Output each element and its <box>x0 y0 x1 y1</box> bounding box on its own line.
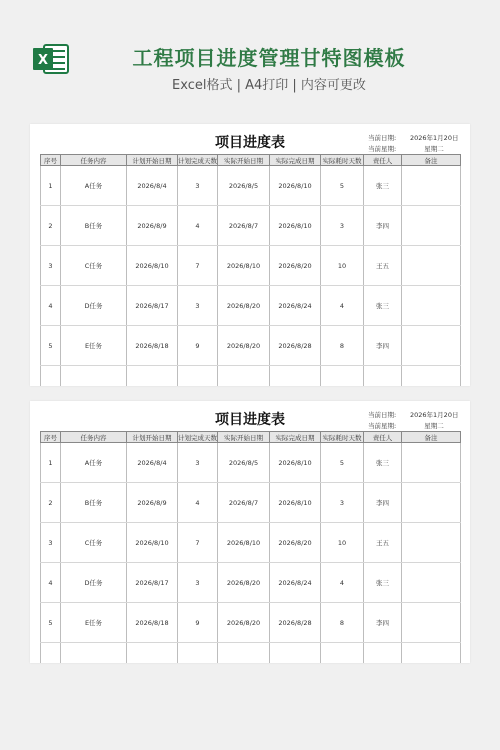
table-cell <box>41 366 61 387</box>
table-cell: 李四 <box>364 326 402 366</box>
table-cell <box>270 643 321 664</box>
table-row <box>41 603 461 643</box>
table-cell: 3 <box>321 483 364 523</box>
table-cell: 8 <box>321 326 364 366</box>
table-cell: E任务 <box>61 326 127 366</box>
column-header: 任务内容 <box>61 432 127 443</box>
table-cell: C任务 <box>61 523 127 563</box>
table-cell: A任务 <box>61 443 127 483</box>
sheet-preview-2 <box>30 401 470 663</box>
table-cell: 张三 <box>364 563 402 603</box>
table-cell: 2026/8/28 <box>270 603 321 643</box>
table-row <box>41 326 461 366</box>
table-cell: 2026/8/20 <box>270 523 321 563</box>
table-cell: 2026/8/10 <box>270 483 321 523</box>
current-date-label: 当前日期: <box>368 134 397 142</box>
table-cell: 3 <box>178 286 218 326</box>
table-row-empty <box>41 366 461 387</box>
current-weekday-label: 当前星期: <box>368 422 397 430</box>
current-weekday <box>368 421 444 430</box>
page-header <box>0 0 500 110</box>
table-header-row <box>41 432 461 443</box>
table-cell: 1 <box>41 443 61 483</box>
table-cell: 2026/8/17 <box>127 563 178 603</box>
table-row <box>41 483 461 523</box>
table-cell: 4 <box>41 563 61 603</box>
table-cell: 2026/8/4 <box>127 443 178 483</box>
page-title: 工程项目进度管理甘特图模板 <box>132 46 406 70</box>
progress-table <box>40 431 461 663</box>
table-cell: 9 <box>178 603 218 643</box>
page-subtitle: Excel格式 | A4打印 | 内容可更改 <box>172 78 366 93</box>
column-header: 序号 <box>41 155 61 166</box>
current-date-label: 当前日期: <box>368 411 397 419</box>
table-cell: D任务 <box>61 563 127 603</box>
table-cell: 3 <box>178 443 218 483</box>
table-cell: 2026/8/10 <box>270 166 321 206</box>
sheet-title: 项目进度表 <box>215 412 285 428</box>
table-cell <box>364 643 402 664</box>
table-cell <box>321 366 364 387</box>
table-cell <box>61 366 127 387</box>
table-cell <box>402 366 461 387</box>
table-cell: 2026/8/10 <box>127 523 178 563</box>
table-cell: 2026/8/10 <box>218 523 270 563</box>
table-cell: 张三 <box>364 166 402 206</box>
table-cell: C任务 <box>61 246 127 286</box>
table-cell: 王五 <box>364 246 402 286</box>
table-row <box>41 206 461 246</box>
table-row <box>41 523 461 563</box>
table-header-row <box>41 155 461 166</box>
table-cell: 4 <box>178 206 218 246</box>
current-weekday-value: 星期二 <box>424 422 444 430</box>
current-date-value: 2026年1月20日 <box>410 134 459 142</box>
table-cell: 3 <box>178 563 218 603</box>
table-cell: 7 <box>178 523 218 563</box>
column-header: 实际耗时天数 <box>322 433 362 442</box>
table-cell <box>402 643 461 664</box>
table-cell <box>402 326 461 366</box>
column-header: 任务内容 <box>61 155 127 166</box>
column-header: 实际耗时天数 <box>322 156 362 165</box>
table-cell: 4 <box>178 483 218 523</box>
table-cell: 4 <box>41 286 61 326</box>
table-cell <box>364 366 402 387</box>
current-date <box>368 410 459 419</box>
table-cell: 10 <box>321 523 364 563</box>
table-cell: 3 <box>321 206 364 246</box>
column-header: 备注 <box>402 432 461 443</box>
table-cell: 2026/8/20 <box>270 246 321 286</box>
table-cell <box>218 643 270 664</box>
table-cell: 3 <box>41 523 61 563</box>
table-cell: 10 <box>321 246 364 286</box>
table-cell <box>402 443 461 483</box>
table-cell: 5 <box>321 166 364 206</box>
table-cell <box>402 166 461 206</box>
table-cell <box>178 366 218 387</box>
table-cell: 3 <box>41 246 61 286</box>
column-header: 实际开始日期 <box>218 155 270 166</box>
table-cell <box>270 366 321 387</box>
progress-table <box>40 154 461 386</box>
table-cell: 8 <box>321 603 364 643</box>
column-header: 实际开始日期 <box>218 432 270 443</box>
table-cell: 4 <box>321 563 364 603</box>
table-cell: 2026/8/20 <box>218 603 270 643</box>
column-header: 序号 <box>41 432 61 443</box>
table-cell: 7 <box>178 246 218 286</box>
table-cell: 4 <box>321 286 364 326</box>
column-header: 实际完成日期 <box>270 155 321 166</box>
table-cell: 9 <box>178 326 218 366</box>
table-cell: 2026/8/28 <box>270 326 321 366</box>
table-cell: 3 <box>178 166 218 206</box>
current-weekday-label: 当前星期: <box>368 145 397 153</box>
table-cell <box>402 246 461 286</box>
table-row <box>41 246 461 286</box>
table-cell: 2026/8/10 <box>127 246 178 286</box>
table-cell <box>402 523 461 563</box>
table-row <box>41 286 461 326</box>
table-cell <box>127 643 178 664</box>
current-weekday-value: 星期二 <box>424 145 444 153</box>
table-cell: 2026/8/9 <box>127 206 178 246</box>
table-cell <box>402 563 461 603</box>
table-row-empty <box>41 643 461 664</box>
column-header: 备注 <box>402 155 461 166</box>
table-cell: 2026/8/18 <box>127 326 178 366</box>
table-cell: 5 <box>41 326 61 366</box>
column-header: 计划完成天数 <box>178 433 217 442</box>
table-cell: 2026/8/24 <box>270 286 321 326</box>
table-cell: 1 <box>41 166 61 206</box>
table-cell: 2026/8/7 <box>218 483 270 523</box>
table-cell: 2026/8/20 <box>218 286 270 326</box>
table-cell <box>127 366 178 387</box>
table-cell <box>61 643 127 664</box>
table-row <box>41 563 461 603</box>
table-row <box>41 443 461 483</box>
table-cell: 2026/8/17 <box>127 286 178 326</box>
table-cell: 2026/8/7 <box>218 206 270 246</box>
table-cell: 王五 <box>364 523 402 563</box>
sheet-preview-1 <box>30 124 470 386</box>
current-date-value: 2026年1月20日 <box>410 411 459 419</box>
table-cell: B任务 <box>61 206 127 246</box>
table-cell: 2026/8/10 <box>270 443 321 483</box>
table-cell: A任务 <box>61 166 127 206</box>
table-cell: 2026/8/5 <box>218 443 270 483</box>
table-cell: 2026/8/10 <box>218 246 270 286</box>
table-cell: E任务 <box>61 603 127 643</box>
table-cell <box>402 603 461 643</box>
current-date <box>368 133 459 142</box>
column-header: 责任人 <box>364 432 402 443</box>
column-header: 责任人 <box>364 155 402 166</box>
table-cell: D任务 <box>61 286 127 326</box>
table-cell: 李四 <box>364 603 402 643</box>
column-header: 计划完成天数 <box>178 156 217 165</box>
table-cell <box>321 643 364 664</box>
table-cell: 张三 <box>364 286 402 326</box>
column-header: 计划开始日期 <box>127 155 178 166</box>
table-cell: 张三 <box>364 443 402 483</box>
table-cell: 李四 <box>364 206 402 246</box>
table-cell: 2026/8/10 <box>270 206 321 246</box>
table-cell: 2026/8/20 <box>218 326 270 366</box>
sheet-title: 项目进度表 <box>215 135 285 151</box>
table-cell: B任务 <box>61 483 127 523</box>
table-cell: 2026/8/24 <box>270 563 321 603</box>
table-cell <box>41 643 61 664</box>
column-header: 实际完成日期 <box>270 432 321 443</box>
table-cell: 2 <box>41 483 61 523</box>
table-cell: 5 <box>41 603 61 643</box>
table-cell <box>402 286 461 326</box>
table-cell: 2026/8/4 <box>127 166 178 206</box>
table-cell: 2026/8/5 <box>218 166 270 206</box>
table-cell <box>402 483 461 523</box>
table-cell: 2026/8/18 <box>127 603 178 643</box>
table-cell: 李四 <box>364 483 402 523</box>
table-cell <box>218 366 270 387</box>
table-cell: 2 <box>41 206 61 246</box>
table-cell: 5 <box>321 443 364 483</box>
excel-logo-letter: X <box>37 53 49 68</box>
table-row <box>41 166 461 206</box>
table-cell <box>178 643 218 664</box>
column-header: 计划开始日期 <box>127 432 178 443</box>
table-cell: 2026/8/9 <box>127 483 178 523</box>
table-cell <box>402 206 461 246</box>
current-weekday <box>368 144 444 153</box>
table-cell: 2026/8/20 <box>218 563 270 603</box>
